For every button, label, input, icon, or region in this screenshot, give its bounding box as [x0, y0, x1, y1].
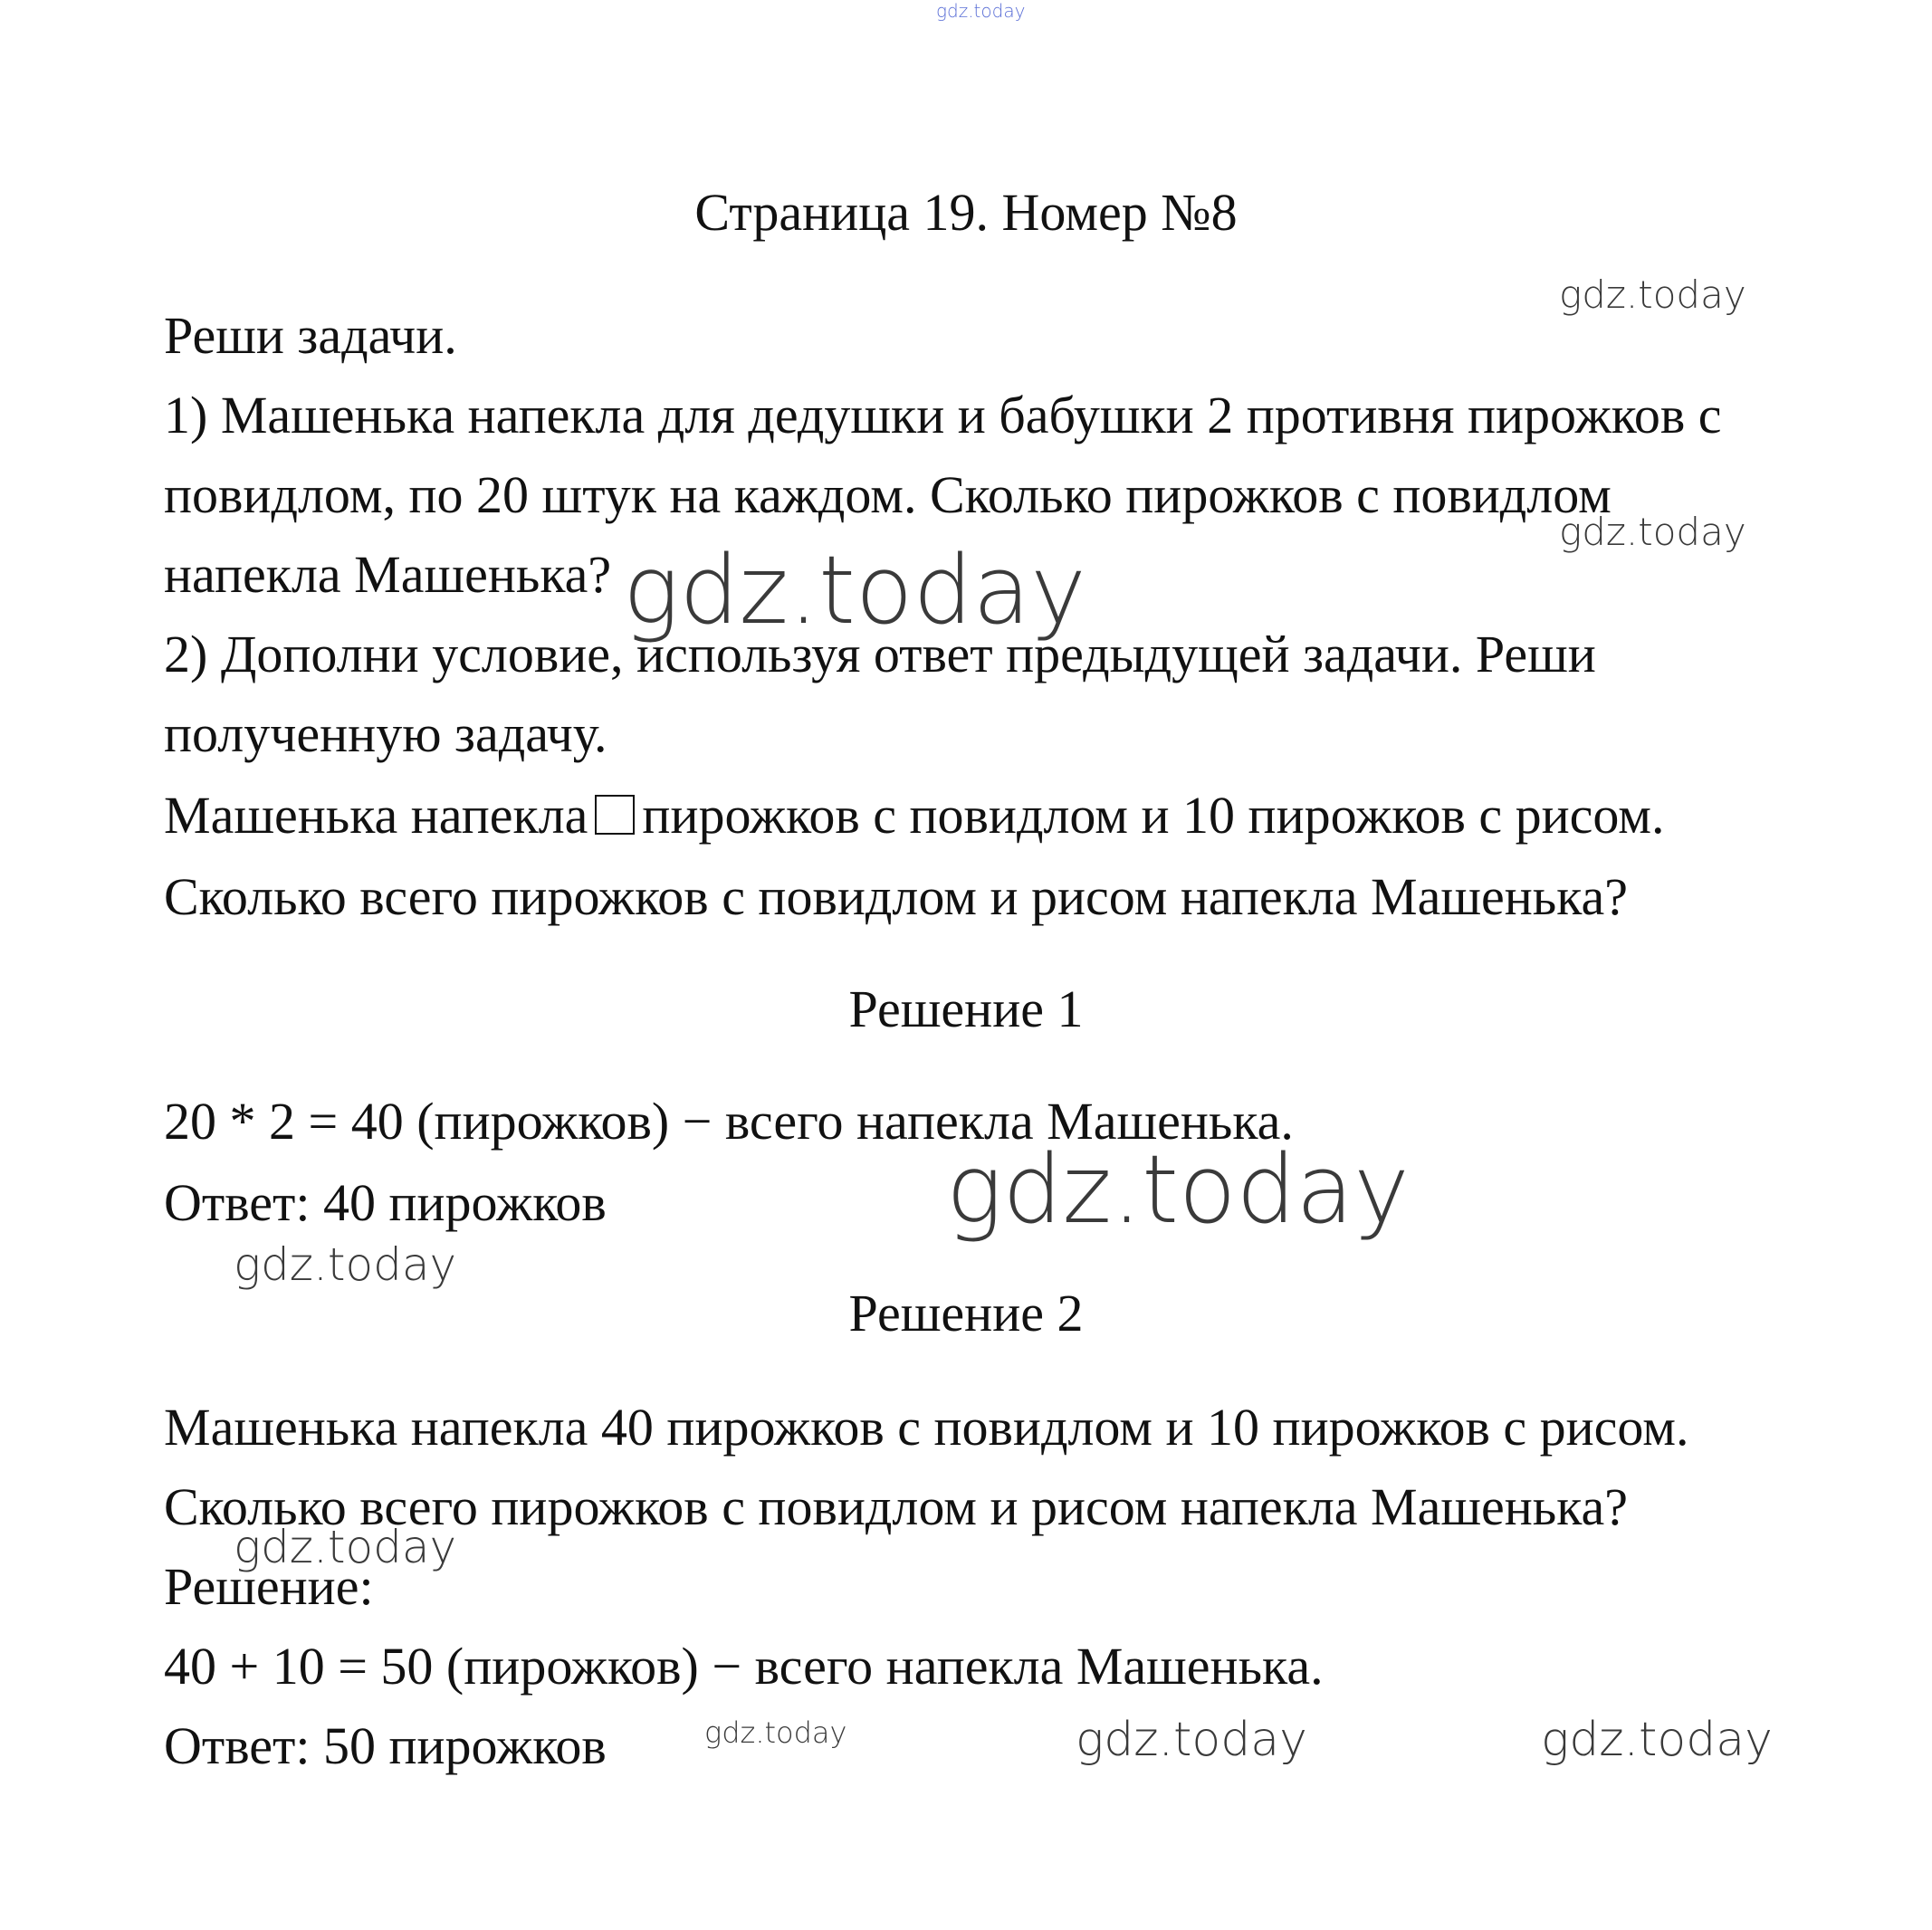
problem1-line: 1) Машенька напекла для дедушки и бабушки 2 противня пирожков с: [164, 386, 1722, 444]
condition-before-box: Машенька напекла: [164, 786, 588, 845]
solution2-label: Решение:: [164, 1557, 374, 1616]
solution1-heading: Решение 1: [848, 979, 1084, 1038]
problem2-line: 2) Дополни условие, используя ответ предыдущей задачи. Реши: [164, 625, 1596, 683]
watermark: gdz.today: [704, 1715, 847, 1750]
page-title: Страница 19. Номер №8: [694, 183, 1238, 242]
condition-after-box: пирожков с повидлом и 10 пирожков с рисом.: [642, 786, 1665, 845]
solution2-calc: 40 + 10 = 50 (пирожков) − всего напекла Машенька.: [164, 1637, 1324, 1696]
problem2-line: полученную задачу.: [164, 704, 607, 763]
watermark: gdz.today: [1559, 272, 1746, 317]
solution2-condition: Машенька напекла 40 пирожков с повидлом и 10 пирожков с рисом.: [164, 1398, 1689, 1457]
watermark: gdz.today: [1541, 1713, 1773, 1767]
task-condition: [164, 786, 1665, 845]
solution2-question: Сколько всего пирожков с повидлом и рисом напекла Машенька?: [164, 1477, 1629, 1536]
watermark-large: gdz.today: [623, 535, 1086, 645]
watermark: gdz.today: [234, 1238, 457, 1291]
watermark: gdz.today: [1076, 1713, 1307, 1767]
solution1-calc: 20 * 2 = 40 (пирожков) − всего напекла Машенька.: [164, 1092, 1294, 1151]
problem1-line: напекла Машенька?: [164, 545, 612, 604]
solution2-heading: Решение 2: [848, 1284, 1084, 1342]
solution2-answer: Ответ: 50 пирожков: [164, 1716, 607, 1775]
watermark-large: gdz.today: [946, 1134, 1410, 1245]
watermark: gdz.today: [234, 1521, 457, 1573]
task-intro: Реши задачи.: [164, 306, 457, 365]
watermark-top: gdz.today: [936, 0, 1026, 22]
solution1-answer: Ответ: 40 пирожков: [164, 1173, 607, 1232]
answer-box: [595, 795, 635, 835]
problem1-line: повидлом, по 20 штук на каждом. Сколько пирожков с повидлом: [164, 465, 1612, 524]
watermark: gdz.today: [1559, 510, 1746, 554]
task-question: Сколько всего пирожков с повидлом и рисом напекла Машенька?: [164, 867, 1629, 926]
